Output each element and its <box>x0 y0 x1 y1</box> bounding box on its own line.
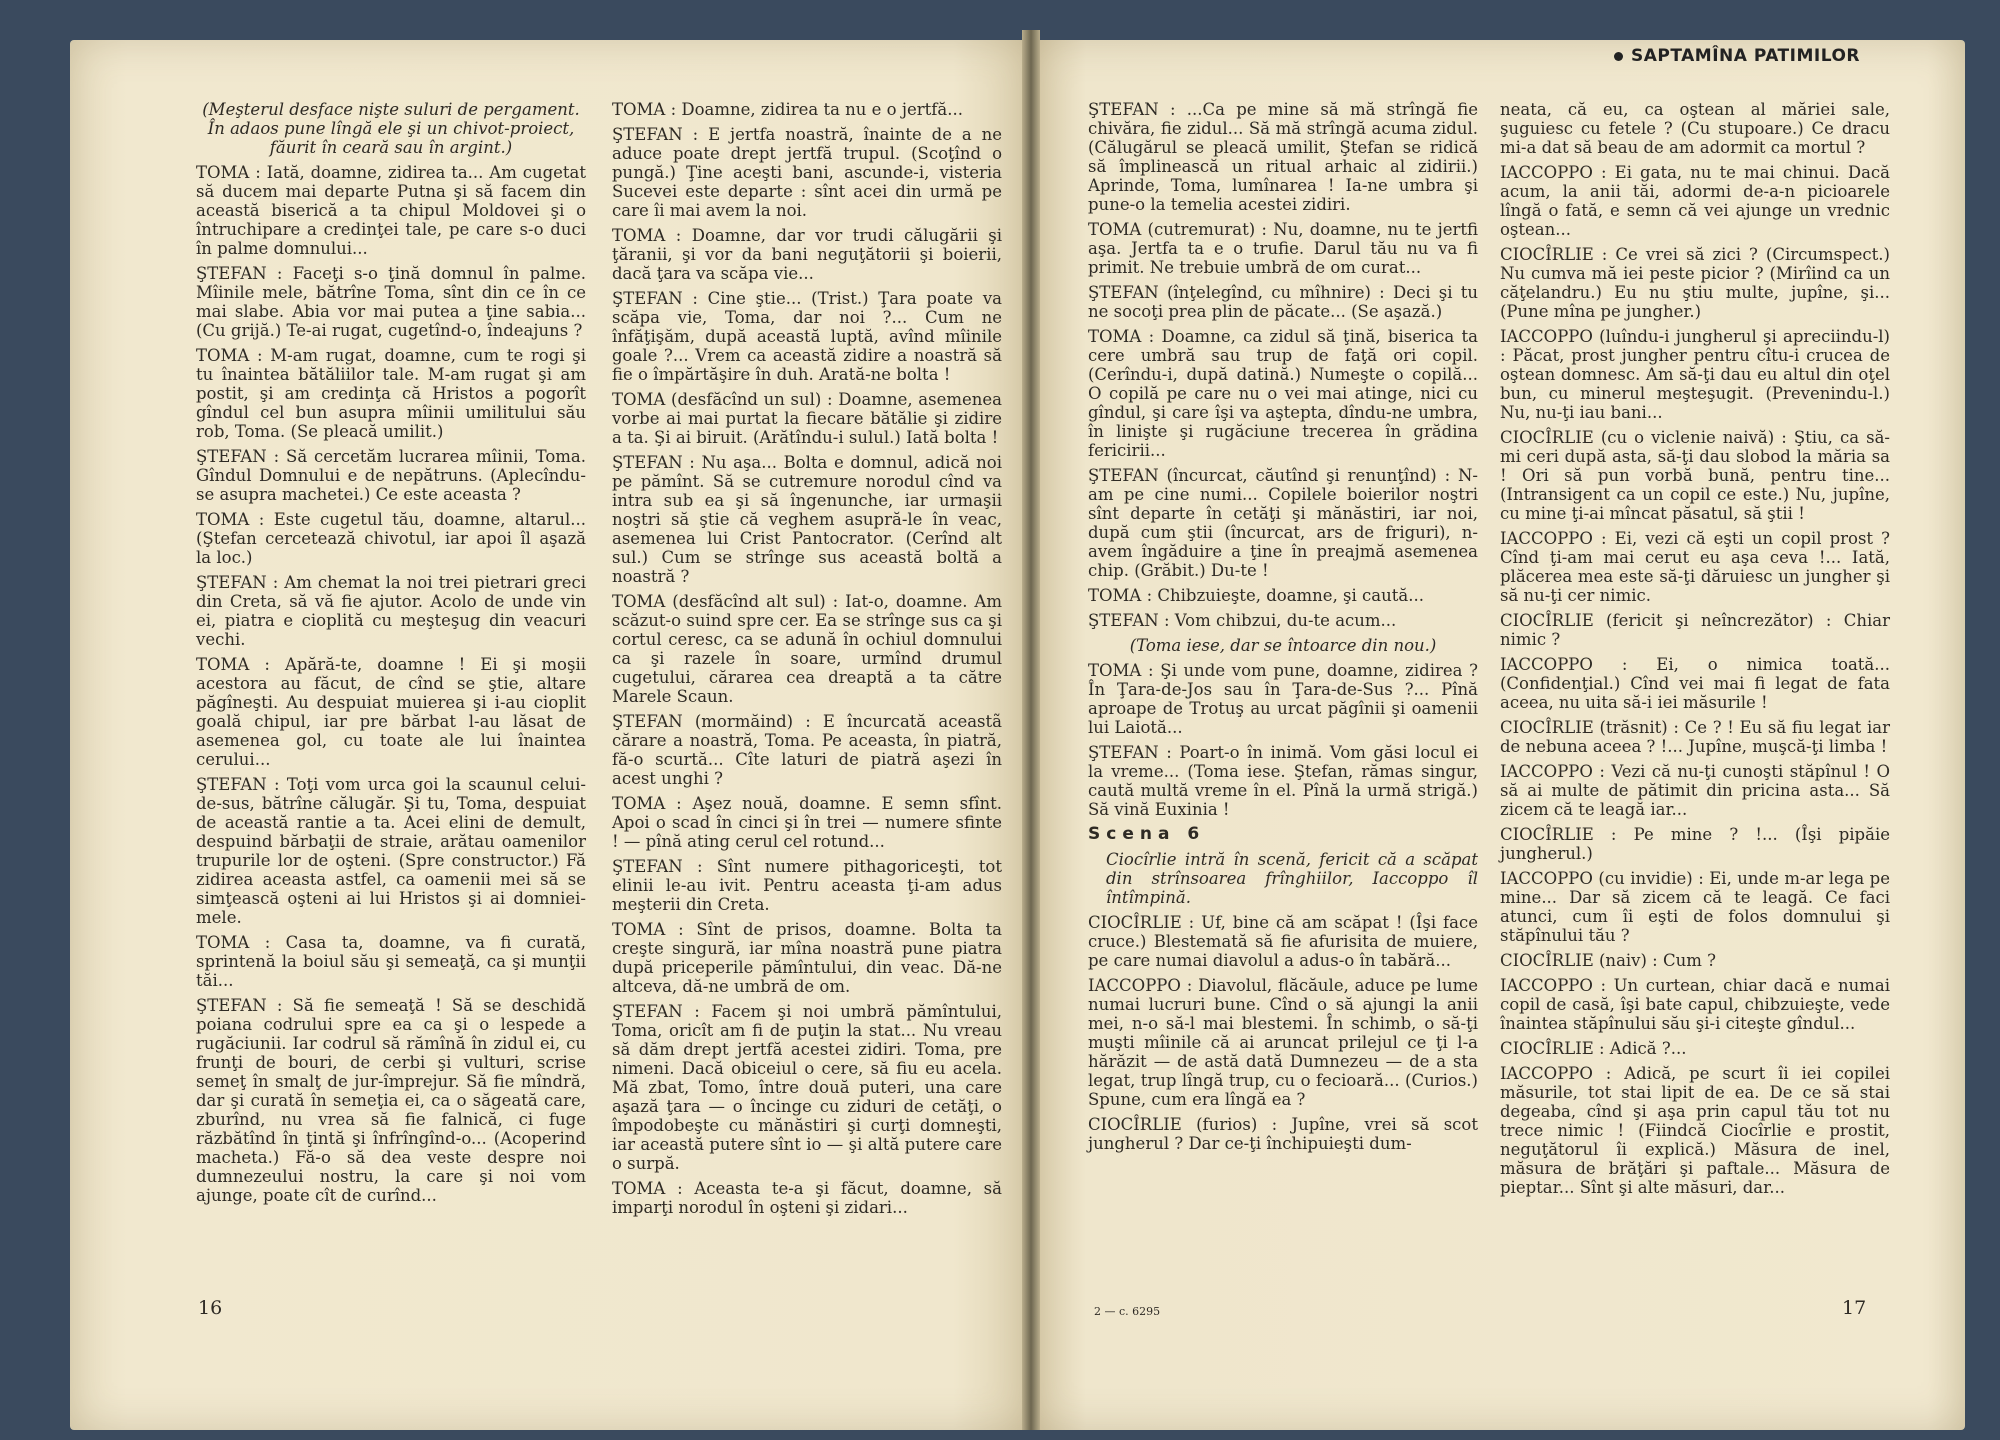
dialogue-paragraph: TOMA : Este cugetul tău, doamne, altarul... (Ştefan cercetează chivotul, iar apoi îl aşază la loc.) <box>196 510 586 567</box>
dialogue-paragraph: ŞTEFAN : E jertfa noastră, înainte de a ne aduce poate drept jertfă trupul. (Scoţînd o pungă.) Ţine aceşti bani, ascunde-i, visteria Sucevei este departe : sînt acei din urmă pe care îi mai avem la noi. <box>612 125 1002 220</box>
dialogue-paragraph: TOMA : Sînt de prisos, doamne. Bolta ta creşte singură, iar mîna noastră pune piatra după priceperile pămîntului, din veac. Dă-ne altceva, dă-ne umbră de om. <box>612 920 1002 996</box>
bullet-icon <box>1614 52 1623 61</box>
page-number-right: 17 <box>1842 1297 1867 1319</box>
dialogue-paragraph: IACCOPPO : Vezi că nu-ţi cunoşti stăpînul ! O să ai multe de pătimit din pricina asta... Să zicem că te leagă iar... <box>1500 762 1890 819</box>
left-page-column-1 <box>196 100 586 1211</box>
dialogue-paragraph: TOMA : Doamne, dar vor trudi călugării şi ţăranii, şi vor da bani neguţătorii şi boierii, dacă ţara va scăpa vie... <box>612 226 1002 283</box>
dialogue-paragraph: neata, că eu, ca oştean al măriei sale, şuguiesc cu fetele ? (Cu stupoare.) Ce dracu mi-a dat să beau de am adormit ca mortul ? <box>1500 100 1890 157</box>
book-gutter <box>1022 30 1040 1430</box>
dialogue-paragraph: TOMA : Doamne, ca zidul să ţină, biserica ta cere umbră sau trup de faţă ori copil. (Cerîndu-i, după datină.) Numeşte o copilă... O copilă pe care nu o vei mai atinge, nici cu gîndul, şi care îşi va aştepta, dîndu-ne umbra, în linişte şi rugăciune trecerea în grădina fericirii... <box>1088 327 1478 460</box>
stage-direction: (Meşterul desface nişte suluri de pergament. În adaos pune lîngă ele şi un chivot-proiect, făurit în ceară sau în argint.) <box>202 100 580 157</box>
dialogue-paragraph: CIOCÎRLIE : Uf, bine că am scăpat ! (Îşi face cruce.) Blestemată să fie afurisita de muiere, pe care numai diavolul a adus-o în tabără... <box>1088 913 1478 970</box>
running-header <box>1614 46 1860 66</box>
dialogue-paragraph: IACCOPPO : Un curtean, chiar dacă e numai copil de casă, îşi bate capul, chibzuieşte, vede înaintea stăpînului său şi-i citeşte gîndul... <box>1500 976 1890 1033</box>
scene-heading: Scena 6 <box>1088 824 1206 844</box>
dialogue-paragraph: CIOCÎRLIE (trăsnit) : Ce ? ! Eu să fiu legat iar de nebuna aceea ? !... Jupîne, muşcă-ţi limba ! <box>1500 718 1890 756</box>
dialogue-paragraph: TOMA (desfăcînd un sul) : Doamne, asemenea vorbe ai mai purtat la fiecare bătălie şi zidire a ta. Şi ai biruit. (Arătîndu-i sulul.) Iată bolta ! <box>612 390 1002 447</box>
dialogue-paragraph: ŞTEFAN : Poart-o în inimă. Vom găsi locul ei la vreme... (Toma iese. Ştefan, rămas singur, caută multă vreme în el. Pînă la urmă strigă.) Să vină Euxinia ! <box>1088 743 1478 819</box>
dialogue-paragraph: ŞTEFAN (încurcat, căutînd şi renunţînd) : N-am pe cine numi... Copilele boierilor noştri sînt departe în cetăţi şi mănăstiri, iar noi, după cum ştii (încurcat, ars de friguri), n-avem îngăduire a ţine în preajmă asemenea chip. (Grăbit.) Du-te ! <box>1088 466 1478 580</box>
dialogue-paragraph: IACCOPPO (luîndu-i jungherul şi apreciindu-l) : Păcat, prost jungher pentru cîtu-i crucea de oştean domnesc. Am să-ţi dau eu altul din oţel bun, cu minerul meşteşugit. (Prevenindu-l.) Nu, nu-ţi iau bani... <box>1500 327 1890 422</box>
dialogue-paragraph: IACCOPPO : Adică, pe scurt îi iei copilei măsurile, tot stai lipit de ea. De ce să stai degeaba, cînd şi aşa prin capul tău tot nu trece nimic ! (Fiindcă Ciocîrlie e prostit, neguţătorul îi explică.) Măsura de inel, măsura de brăţări şi paftale... Măsura de pieptar... Sînt şi alte măsuri, dar... <box>1500 1064 1890 1197</box>
dialogue-paragraph: CIOCÎRLIE : Adică ?... <box>1500 1039 1687 1058</box>
stage-direction: (Toma iese, dar se întoarce din nou.) <box>1129 636 1437 655</box>
dialogue-paragraph: ŞTEFAN (mormăind) : E încurcată aceastã cărare a noastră, Toma. Pe aceasta, în piatră, fă-o scurtă... Cîte laturi de piatră aşezi în acest unghi ? <box>612 712 1002 788</box>
stage-direction: Ciocîrlie intră în scenă, fericit că a scăpat din strînsoarea frînghiilor, Iaccoppo îl întîmpină. <box>1106 850 1478 907</box>
dialogue-paragraph: CIOCÎRLIE (fericit şi neîncrezător) : Chiar nimic ? <box>1500 611 1890 649</box>
dialogue-paragraph: ŞTEFAN : Sînt numere pithagoriceşti, tot elinii le-au ivit. Pentru aceasta ţi-am adus meşterii din Creta. <box>612 857 1002 914</box>
dialogue-paragraph: ŞTEFAN : Să cercetăm lucrarea mîinii, Toma. Gîndul Domnului e de nepătruns. (Aplecîndu-se asupra machetei.) Ce este aceasta ? <box>196 447 586 504</box>
dialogue-paragraph: IACCOPPO : Diavolul, flăcăule, aduce pe lume numai lucruri bune. Cînd o să ajungi la anii mei, n-o să-l mai blestemi. În schimb, o să-ţi muşti mîinile că ai aruncat prilejul ce ţi l-a hărăzit — de astă dată Dumnezeu — de a sta legat, trup lîngă trup, cu o fecioară... (Curios.) Spune, cum era lîngă ea ? <box>1088 976 1478 1109</box>
dialogue-paragraph: CIOCÎRLIE (cu o viclenie naivă) : Ştiu, ca să-mi ceri după asta, să-ţi dau slobod la măria sa ! Ori să pun vorbă bună, pentru tine... (Intransigent ca un copil ce este.) Nu, jupîne, cu mine ţi-ai mîncat păsatul, să ştii ! <box>1500 428 1890 523</box>
dialogue-paragraph: TOMA : Aşez nouă, doamne. E semn sfînt. Apoi o scad în cinci şi în trei — numere sfinte ! — pînă ating cerul cel rotund... <box>612 794 1002 851</box>
dialogue-paragraph: IACCOPPO : Ei, o nimica toată... (Confidenţial.) Cînd vei mai fi legat de fata aceea, nu uita să-i iei măsurile ! <box>1500 655 1890 712</box>
dialogue-paragraph: TOMA : Casa ta, doamne, va fi curată, sprintenă la boiul său şi semeaţă, ca şi munţii tăi... <box>196 933 586 990</box>
dialogue-paragraph: TOMA : Chibzuieşte, doamne, şi caută... <box>1088 586 1424 605</box>
dialogue-paragraph: ŞTEFAN : Să fie semeaţă ! Să se deschidă poiana codrului spre ea ca şi o lespede a rugăciunii. Iar codrul să rămînă în zidul ei, cu frunţi de bouri, de cerbi şi vulturi, scrise semeţ în smalţ de jur-împrejur. Să fie mîndră, dar şi curată în semeţia ei, ca o săgeată care, zburînd, nu vrea să fie falnică, ci fuge răzbătînd în ţintă şi înfrîngînd-o... (Acoperind macheta.) Fă-o să dea veste despre noi dumnezeului nostru, la care şi noi vom ajunge, poate cît de curînd... <box>196 996 586 1205</box>
dialogue-paragraph: CIOCÎRLIE (furios) : Jupîne, vrei să scot jungherul ? Dar ce-ţi închipuieşti dum- <box>1088 1115 1478 1153</box>
dialogue-paragraph: IACCOPPO : Ei gata, nu te mai chinui. Dacă acum, la anii tăi, adormi de-a-n picioarele lîngă o fată, e semn că vei ajunge un vrednic oştean... <box>1500 163 1890 239</box>
dialogue-paragraph: ŞTEFAN : Vom chibzui, du-te acum... <box>1088 611 1397 630</box>
dialogue-paragraph: TOMA (desfăcînd alt sul) : Iat-o, doamne. Am scăzut-o suind spre cer. Ea se strînge sus ca şi cortul ceresc, ca se adună în ochiul domnului ca şi razele în soare, urmînd drumul cugetului, cărarea cea dreaptă a ta către Marele Scaun. <box>612 592 1002 706</box>
page-number-left: 16 <box>198 1297 223 1319</box>
printer-signature: 2 — c. 6295 <box>1094 1305 1161 1318</box>
right-page-column-1 <box>1088 100 1478 1159</box>
left-page-column-2 <box>612 100 1002 1223</box>
dialogue-paragraph: ŞTEFAN : Faceţi s-o ţină domnul în palme. Mîinile mele, bătrîne Toma, sînt din ce în ce mai slabe. Abia vor mai putea a ţine sabia... (Cu grijă.) Te-ai rugat, cugetînd-o, îndeajuns ? <box>196 264 586 340</box>
dialogue-paragraph: TOMA : Aceasta te-a şi făcut, doamne, să imparţi norodul în oşteni şi zidari... <box>612 1179 1002 1217</box>
dialogue-paragraph: ŞTEFAN : Cine ştie... (Trist.) Ţara poate va scăpa vie, Toma, dar noi ?... Cum ne înfăţişăm, după această luptă, avînd mîinile goale ?... Vrem ca această zidire a noastră să fie o împărtăşire în duh. Arată-ne bolta ! <box>612 289 1002 384</box>
dialogue-paragraph: IACCOPPO (cu invidie) : Ei, unde m-ar lega pe mine... Dar să zicem că te leagă. Ce faci atunci, cum îi eşti de folos domnului şi stăpînului tău ? <box>1500 869 1890 945</box>
dialogue-paragraph: CIOCÎRLIE : Ce vrei să zici ? (Circumspect.) Nu cumva mă iei peste picior ? (Mirîind ca un căţelandru.) Eu nu ştiu multe, jupîne, şi... (Pune mîna pe jungher.) <box>1500 245 1890 321</box>
dialogue-paragraph: TOMA : Iată, doamne, zidirea ta... Am cugetat să ducem mai departe Putna şi să facem din această biserică a ta chipul Moldovei şi o întruchipare a credinţei tale, pe care s-o duci în palme domnului... <box>196 163 586 258</box>
dialogue-paragraph: TOMA : M-am rugat, doamne, cum te rogi şi tu înaintea bătăliilor tale. M-am rugat şi am postit, şi am credinţa că Hristos a pogorît gîndul cel bun asupra mîinii umilitului său rob, Toma. (Se pleacă umilit.) <box>196 346 586 441</box>
dialogue-paragraph: ŞTEFAN : Am chemat la noi trei pietrari greci din Creta, să vă fie ajutor. Acolo de unde vin ei, piatra e cioplită cu meşteşug din veacuri vechi. <box>196 573 586 649</box>
dialogue-paragraph: ŞTEFAN : Toţi vom urca goi la scaunul celui-de-sus, bătrîne călugăr. Şi tu, Toma, despuiat de această rantie a ta. Acei elini de demult, despuind bărbaţii de straie, arătau oamenilor trupurile lor de oşteni. (Spre constructor.) Fă zidirea aceasta astfel, ca oamenii mei să se simţească oşteni ai lui Hristos şi ai domniei-mele. <box>196 775 586 927</box>
dialogue-paragraph: TOMA : Şi unde vom pune, doamne, zidirea ? În Ţara-de-Jos sau în Ţara-de-Sus ?... Pînă aproape de Trotuş au urcat păgînii şi oamenii lui Laiotă... <box>1088 661 1478 737</box>
dialogue-paragraph: CIOCÎRLIE : Pe mine ? !... (Îşi pipăie jungherul.) <box>1500 825 1890 863</box>
dialogue-paragraph: TOMA : Doamne, zidirea ta nu e o jertfă... <box>612 100 963 119</box>
dialogue-paragraph: ŞTEFAN : ...Ca pe mine să mă strîngă fie chivăra, fie zidul... Să mă strîngă acuma zidul. (Călugărul se pleacă umilit, Ştefan se ridică să împlinească un ritual arhaic al zidirii.) Aprinde, Toma, lumînarea ! Ia-ne umbra şi pune-o la temelia acestei zidiri. <box>1088 100 1478 214</box>
dialogue-paragraph: TOMA (cutremurat) : Nu, doamne, nu te jertfi aşa. Jertfa ta e o trufie. Darul tău nu va fi primit. Ne trebuie umbră de om curat... <box>1088 220 1478 277</box>
right-page-column-2 <box>1500 100 1890 1203</box>
dialogue-paragraph: TOMA : Apără-te, doamne ! Ei şi moşii acestora au făcut, de cînd se ştie, altare păgîneşti. Au despuiat muierea şi i-au cioplit goală chipul, iar pre bărbat l-au lăsat de asemenea gol, cu toate ale lui înaintea cerului... <box>196 655 586 769</box>
dialogue-paragraph: CIOCÎRLIE (naiv) : Cum ? <box>1500 951 1716 970</box>
dialogue-paragraph: ŞTEFAN (înţelegînd, cu mîhnire) : Deci şi tu ne socoţi prea plin de păcate... (Se aşază.) <box>1088 283 1478 321</box>
dialogue-paragraph: IACCOPPO : Ei, vezi că eşti un copil prost ? Cînd ţi-am mai cerut eu aşa ceva !... Iată, plăcerea mea este să-ţi dăruiesc un jungher şi să nu-ţi cer nimic. <box>1500 529 1890 605</box>
dialogue-paragraph: ŞTEFAN : Facem şi noi umbră pămîntului, Toma, oricît am fi de puţin la stat... Nu vreau să dăm drept jertfă acestei zidiri. Toma, pre nimeni. Dacă obiceiul o cere, să fiu eu acela. Mă zbat, Tomo, între două puteri, una care aşază ţara — o încinge cu ziduri de cetăţi, o împodobeşte cu mănăstiri şi curţi domneşti, iar această putere sînt io — şi altă putere care o surpă. <box>612 1002 1002 1173</box>
dialogue-paragraph: ŞTEFAN : Nu aşa... Bolta e domnul, adică noi pe pămînt. Să se cutremure norodul cînd va intra sub ea şi să îngenunche, iar urmaşii noştri să ştie că veghem asupră-le în veac, asemenea lui Crist Pantocrator. (Cerînd alt sul.) Cum se strînge sus această boltă a noastră ? <box>612 453 1002 586</box>
running-title: SAPTAMÎNA PATIMILOR <box>1630 46 1860 66</box>
